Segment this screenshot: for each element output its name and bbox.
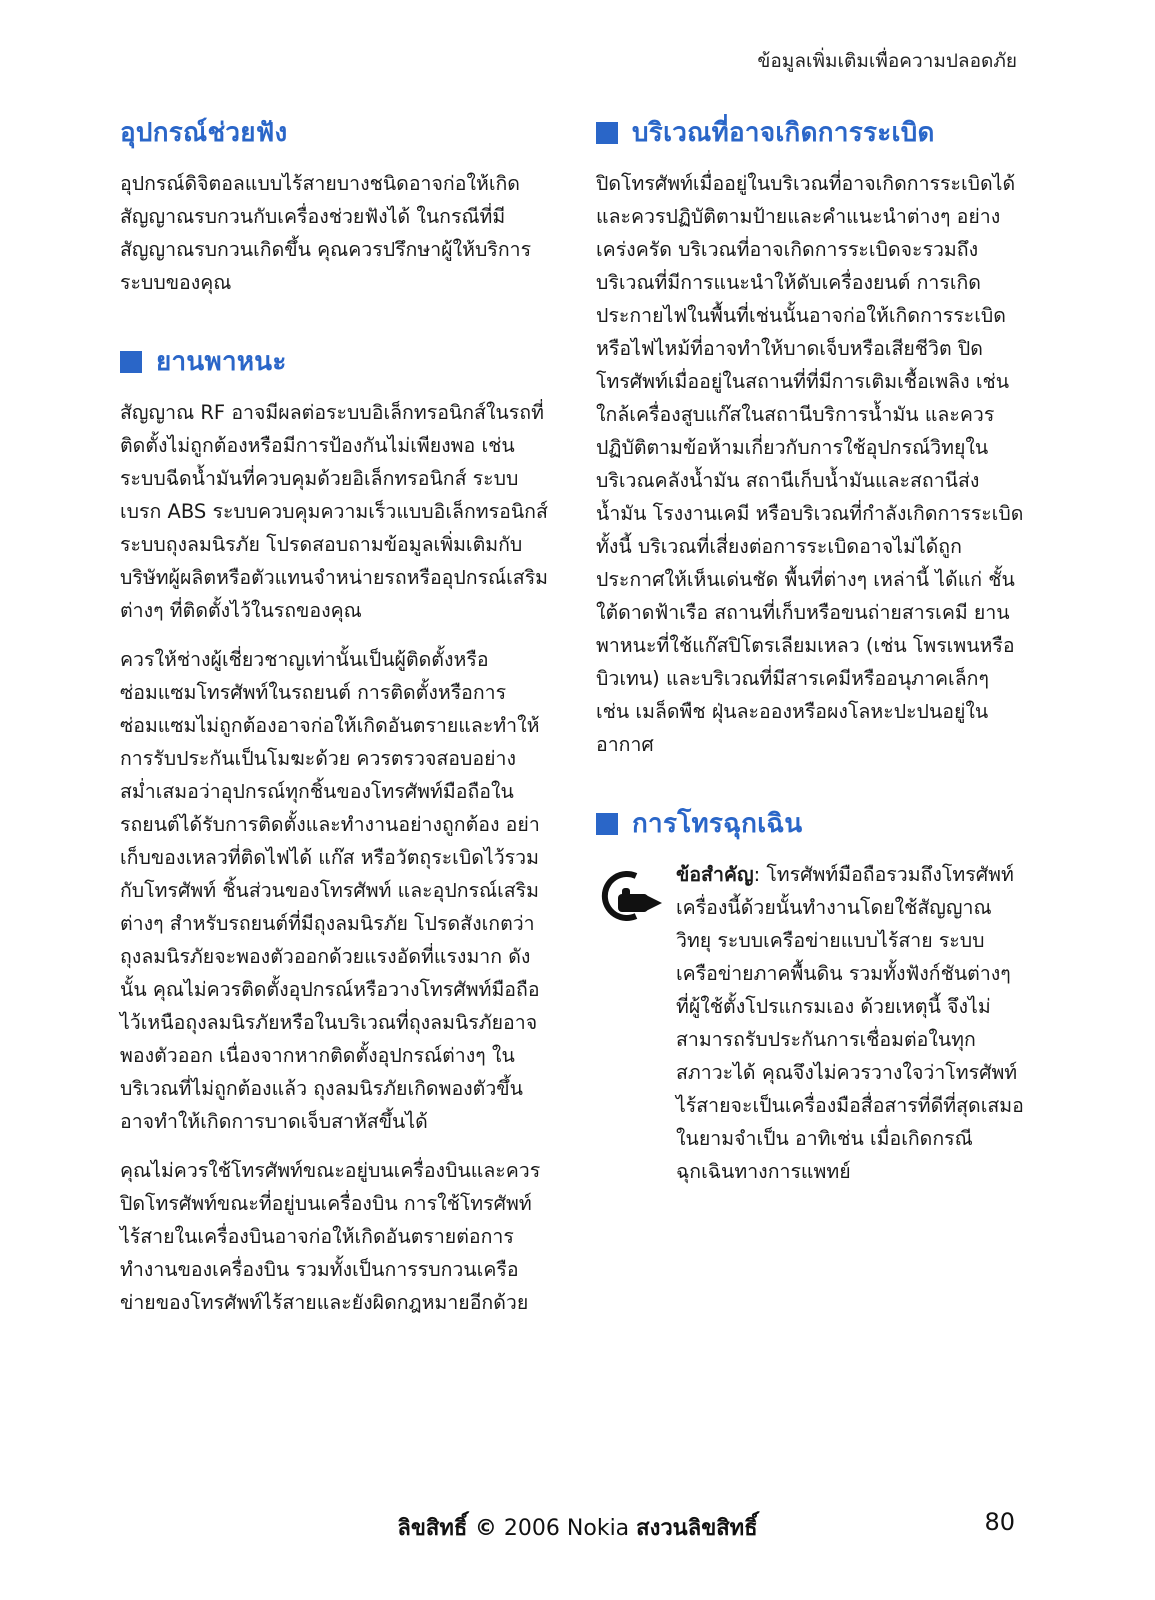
copyright-suffix: สงวนลิขสิทธิ์ bbox=[636, 1516, 758, 1541]
left-column bbox=[120, 112, 550, 1335]
heading-explosive-areas-label: บริเวณที่อาจเกิดการระเบิด bbox=[632, 118, 935, 148]
running-header: ข้อมูลเพิ่มเติมเพื่อความปลอดภัย bbox=[757, 50, 1017, 72]
square-bullet-icon bbox=[596, 813, 618, 835]
heading-emergency-calls bbox=[596, 803, 1026, 844]
vehicles-paragraph-2: ควรให้ช่างผู้เชี่ยวชาญเท่านั้นเป็นผู้ติดตั้งหรือซ่อมแซมโทรศัพท์ในรถยนต์ การติดตั้งหรือการซ่อมแซมไม่ถูกต้องอาจก่อให้เกิดอันตรายและทำให้การรับประกันเป็นโมฆะด้วย ควรตรวจสอบอย่างสม่ำเสมอว่าอุปกรณ์ทุกชิ้นของโทรศัพท์มือถือในรถยนต์ได้รับการติดตั้งและทำงานอย่างถูกต้อง อย่าเก็บของเหลวที่ติดไฟได้ แก๊ส หรือวัตถุระเบิดไว้รวมกับโทรศัพท์ ชิ้นส่วนของโทรศัพท์ และอุปกรณ์เสริมต่างๆ สำหรับรถยนต์ที่มีถุงลมนิรภัย โปรดสังเกตว่าถุงลมนิรภัยจะพองตัวออกด้วยแรงอัดที่แรงมาก ดังนั้น คุณไม่ควรติดตั้งอุปกรณ์หรือวางโทรศัพท์มือถือไว้เหนือถุงลมนิรภัยหรือในบริเวณที่ถุงลมนิรภัยอาจพองตัวออก เนื่องจากหากติดตั้งอุปกรณ์ต่างๆ ในบริเวณที่ไม่ถูกต้องแล้ว ถุงลมนิรภัยเกิดพองตัวขึ้น อาจทำให้เกิดการบาดเจ็บสาหัสขึ้นได้ bbox=[120, 648, 540, 1133]
square-bullet-icon bbox=[596, 122, 618, 144]
vehicles-paragraph-3: คุณไม่ควรใช้โทรศัพท์ขณะอยู่บนเครื่องบินและควรปิดโทรศัพท์ขณะที่อยู่บนเครื่องบิน การใช้โทรศัพท์ไร้สายในเครื่องบินอาจก่อให้เกิดอันตรายต่อการทำงานของเครื่องบิน รวมทั้งเป็นการรบกวนเครือข่ายของโทรศัพท์ไร้สายและยังผิดกฎหมายอีกด้วย bbox=[120, 1159, 541, 1314]
heading-emergency-calls-label: การโทรฉุกเฉิน bbox=[632, 809, 803, 839]
square-bullet-icon bbox=[120, 351, 142, 373]
heading-hearing-aids: อุปกรณ์ช่วยฟัง bbox=[120, 118, 288, 148]
copyright-footer bbox=[0, 1510, 1155, 1545]
notice-label: ข้อสำคัญ bbox=[676, 863, 754, 886]
notice-text bbox=[676, 858, 1026, 1188]
heading-vehicles-label: ยานพาหนะ bbox=[156, 347, 287, 377]
heading-vehicles bbox=[120, 341, 550, 382]
copyright-mid: 2006 Nokia bbox=[496, 1516, 637, 1541]
right-column bbox=[596, 112, 1026, 1188]
notice-body: : โทรศัพท์มือถือรวมถึงโทรศัพท์เครื่องนี้ด้วยนั้นทำงานโดยใช้สัญญาณวิทยุ ระบบเครือข่ายแบบไร้สาย ระบบเครือข่ายภาคพื้นดิน รวมทั้งฟังก์ชันต่างๆ ที่ผู้ใช้ตั้งโปรแกรมเอง ด้วยเหตุนี้ จึงไม่สามารถรับประกันการเชื่อมต่อในทุกสภาวะได้ คุณจึงไม่ควรวางใจว่าโทรศัพท์ไร้สายจะเป็นเครื่องมือสื่อสารที่ดีที่สุดเสมอในยามจำเป็น อาทิเช่น เมื่อเกิดกรณีฉุกเฉินทางการแพทย์ bbox=[676, 863, 1024, 1183]
hearing-aids-paragraph: อุปกรณ์ดิจิตอลแบบไร้สายบางชนิดอาจก่อให้เกิดสัญญาณรบกวนกับเครื่องช่วยฟังได้ ในกรณีที่มีสัญญาณรบกวนเกิดขึ้น คุณควรปรึกษาผู้ให้บริการระบบของคุณ bbox=[120, 172, 532, 294]
vehicles-paragraph-1: สัญญาณ RF อาจมีผลต่อระบบอิเล็กทรอนิกส์ในรถที่ติดตั้งไม่ถูกต้องหรือมีการป้องกันไม่เพียงพอ เช่น ระบบฉีดน้ำมันที่ควบคุมด้วยอิเล็กทรอนิกส์ ระบบเบรก ABS ระบบควบคุมความเร็วแบบอิเล็กทรอนิกส์ ระบบถุงลมนิรภัย โปรดสอบถามข้อมูลเพิ่มเติมกับบริษัทผู้ผลิตหรือตัวแทนจำหน่ายรถหรืออุปกรณ์เสริมต่างๆ ที่ติดตั้งไว้ในรถของคุณ bbox=[120, 401, 549, 622]
important-notice bbox=[596, 858, 1026, 1188]
pointing-hand-icon bbox=[596, 866, 676, 930]
copyright-prefix: ลิขสิทธิ์ © bbox=[397, 1516, 497, 1541]
explosive-areas-paragraph: ปิดโทรศัพท์เมื่ออยู่ในบริเวณที่อาจเกิดการระเบิดได้ และควรปฏิบัติตามป้ายและคำแนะนำต่างๆ อย่างเคร่งครัด บริเวณที่อาจเกิดการระเบิดจะรวมถึงบริเวณที่มีการแนะนำให้ดับเครื่องยนต์ การเกิดประกายไฟในพื้นที่เช่นนั้นอาจก่อให้เกิดการระเบิดหรือไฟไหม้ที่อาจทำให้บาดเจ็บหรือเสียชีวิต ปิดโทรศัพท์เมื่ออยู่ในสถานที่ที่มีการเติมเชื้อเพลิง เช่น ใกล้เครื่องสูบแก๊สในสถานีบริการน้ำมัน และควรปฏิบัติตามข้อห้ามเกี่ยวกับการใช้อุปกรณ์วิทยุในบริเวณคลังน้ำมัน สถานีเก็บน้ำมันและสถานีส่งน้ำมัน โรงงานเคมี หรือบริเวณที่กำลังเกิดการระเบิด ทั้งนี้ บริเวณที่เสี่ยงต่อการระเบิดอาจไม่ได้ถูกประกาศให้เห็นเด่นชัด พื้นที่ต่างๆ เหล่านี้ ได้แก่ ชั้นใต้ดาดฟ้าเรือ สถานที่เก็บหรือขนถ่ายสารเคมี ยานพาหนะที่ใช้แก๊สปิโตรเลียมเหลว (เช่น โพรเพนหรือบิวเทน) และบริเวณที่มีสารเคมีหรืออนุภาคเล็กๆ เช่น เมล็ดพืช ฝุ่นละอองหรือผงโลหะปะปนอยู่ในอากาศ bbox=[596, 172, 1024, 756]
heading-explosive-areas bbox=[596, 112, 1026, 153]
page-number: 80 bbox=[984, 1508, 1015, 1536]
